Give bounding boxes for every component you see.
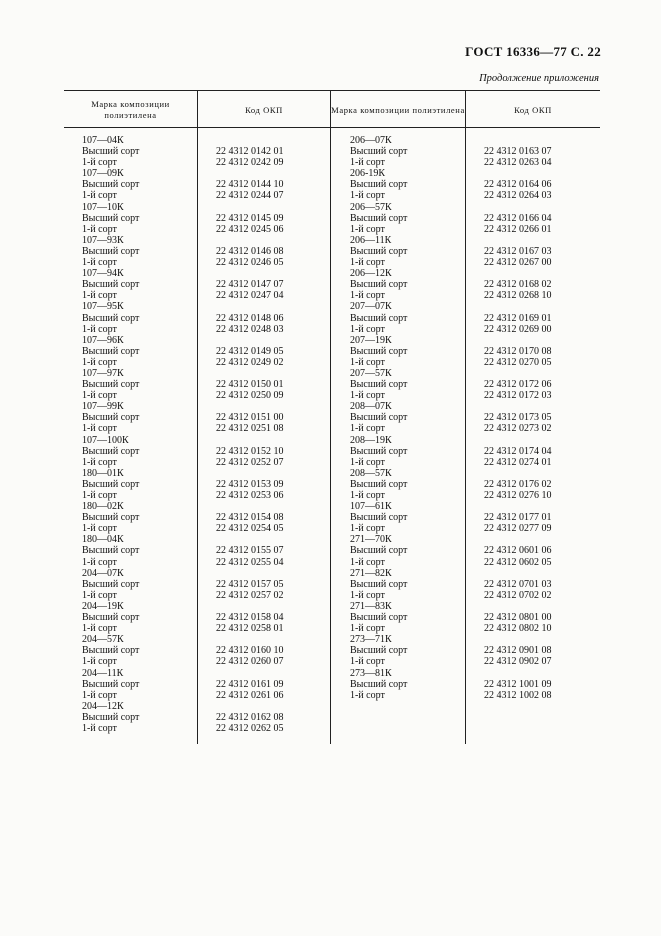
code-cell: 22 4312 0273 02 xyxy=(484,423,552,435)
code-cell: 22 4312 0276 10 xyxy=(484,490,552,501)
table-row xyxy=(350,146,595,157)
mark-cell: Высший сорт xyxy=(350,412,408,424)
table-row xyxy=(82,213,327,224)
table-row xyxy=(82,224,327,235)
table-row xyxy=(350,357,595,368)
table-row xyxy=(82,446,327,457)
mark-cell: 1-й сорт xyxy=(350,323,385,335)
code-cell: 22 4312 0266 01 xyxy=(484,223,552,235)
code-cell: 22 4312 0161 09 xyxy=(216,678,284,690)
mark-cell: 1-й сорт xyxy=(82,390,117,402)
code-cell: 22 4312 0255 04 xyxy=(216,556,284,568)
mark-cell: 107—96К xyxy=(82,334,124,346)
mark-cell: Высший сорт xyxy=(350,179,408,191)
table-row xyxy=(82,501,327,512)
mark-cell: Высший сорт xyxy=(350,578,408,590)
table-row xyxy=(350,612,595,623)
mark-cell: 1-й сорт xyxy=(350,556,385,568)
table-row xyxy=(350,634,595,645)
code-cell: 22 4312 0163 07 xyxy=(484,146,552,158)
table-row xyxy=(82,568,327,579)
header-code-right: Код ОКП xyxy=(514,104,552,115)
code-cell: 22 4312 0601 06 xyxy=(484,545,552,557)
code-cell: 22 4312 0267 00 xyxy=(484,257,552,269)
table-row xyxy=(82,690,327,701)
mark-cell: 1-й сорт xyxy=(82,689,117,701)
mark-cell: Высший сорт xyxy=(350,612,408,624)
mark-cell: Высший сорт xyxy=(82,412,140,424)
table-row xyxy=(82,357,327,368)
table-row xyxy=(82,179,327,190)
table-row xyxy=(350,468,595,479)
table-row xyxy=(350,368,595,379)
code-cell: 22 4312 0146 08 xyxy=(216,245,284,257)
table-row xyxy=(350,246,595,257)
mark-cell: 204—12К xyxy=(82,700,124,712)
mark-cell: 107—09К xyxy=(82,168,124,180)
code-cell: 22 4312 0246 05 xyxy=(216,257,284,269)
code-cell: 22 4312 0261 06 xyxy=(216,689,284,701)
table-row xyxy=(82,202,327,213)
table-row xyxy=(350,679,595,690)
mark-cell: 204—57К xyxy=(82,634,124,646)
code-cell: 22 4312 0174 04 xyxy=(484,445,552,457)
mark-cell: 107—93К xyxy=(82,234,124,246)
code-cell: 22 4312 0602 05 xyxy=(484,556,552,568)
table-row xyxy=(82,290,327,301)
header-mark-right: Марка композиции полиэтилена xyxy=(331,104,465,115)
mark-cell: 1-й сорт xyxy=(82,257,117,269)
code-cell: 22 4312 0144 10 xyxy=(216,179,284,191)
table-row xyxy=(350,157,595,168)
table-row xyxy=(82,557,327,568)
mark-cell: Высший сорт xyxy=(350,312,408,324)
mark-cell: 273—81К xyxy=(350,667,392,679)
mark-cell: 206—11К xyxy=(350,234,392,246)
code-cell: 22 4312 0160 10 xyxy=(216,645,284,657)
table-row xyxy=(350,579,595,590)
table-row xyxy=(82,190,327,201)
mark-cell: Высший сорт xyxy=(82,678,140,690)
table-row xyxy=(350,335,595,346)
code-cell: 22 4312 0173 05 xyxy=(484,412,552,424)
table-row xyxy=(82,279,327,290)
table-row xyxy=(82,590,327,601)
table-row xyxy=(350,190,595,201)
mark-cell: 180—04К xyxy=(82,534,124,546)
table-row xyxy=(82,313,327,324)
mark-cell: 1-й сорт xyxy=(82,556,117,568)
table-row xyxy=(350,235,595,246)
mark-cell: 1-й сорт xyxy=(350,390,385,402)
code-cell: 22 4312 0263 04 xyxy=(484,157,552,169)
mark-cell: 1-й сорт xyxy=(82,656,117,668)
mark-cell: 1-й сорт xyxy=(350,456,385,468)
code-cell: 22 4312 0172 06 xyxy=(484,379,552,391)
mark-cell: 204—07К xyxy=(82,567,124,579)
code-cell: 22 4312 0152 10 xyxy=(216,445,284,457)
table-row xyxy=(82,579,327,590)
code-cell: 22 4312 0153 09 xyxy=(216,478,284,490)
mark-cell: 1-й сорт xyxy=(82,623,117,635)
table-row xyxy=(82,523,327,534)
mark-cell: 271—82К xyxy=(350,567,392,579)
mark-cell: Высший сорт xyxy=(350,279,408,291)
table-row xyxy=(350,446,595,457)
table-row xyxy=(82,423,327,434)
table-row xyxy=(82,235,327,246)
mark-cell: 1-й сорт xyxy=(82,423,117,435)
code-cell: 22 4312 0167 03 xyxy=(484,245,552,257)
table-row xyxy=(350,479,595,490)
table-row xyxy=(350,213,595,224)
table-row xyxy=(350,457,595,468)
mark-cell: Высший сорт xyxy=(350,146,408,158)
mark-cell: 1-й сорт xyxy=(350,523,385,535)
mark-cell: Высший сорт xyxy=(350,478,408,490)
table-row xyxy=(350,545,595,556)
code-cell: 22 4312 0164 06 xyxy=(484,179,552,191)
mark-cell: 107—94К xyxy=(82,268,124,280)
code-cell: 22 4312 0801 00 xyxy=(484,612,552,624)
table-row xyxy=(82,645,327,656)
table-row xyxy=(350,690,595,701)
mark-cell: Высший сорт xyxy=(350,345,408,357)
code-cell: 22 4312 0262 05 xyxy=(216,722,284,734)
table-row xyxy=(350,501,595,512)
table-row xyxy=(82,479,327,490)
table-row xyxy=(350,423,595,434)
table-right-half xyxy=(350,135,595,701)
mark-cell: Высший сорт xyxy=(350,678,408,690)
code-cell: 22 4312 0151 00 xyxy=(216,412,284,424)
code-cell: 22 4312 0166 04 xyxy=(484,212,552,224)
table-row xyxy=(350,379,595,390)
mark-cell: 204—19К xyxy=(82,600,124,612)
code-cell: 22 4312 0244 07 xyxy=(216,190,284,202)
table-row xyxy=(82,301,327,312)
table-row xyxy=(350,523,595,534)
table-row xyxy=(82,246,327,257)
mark-cell: Высший сорт xyxy=(350,379,408,391)
page-header-title: ГОСТ 16336—77 С. 22 xyxy=(465,44,601,59)
code-cell: 22 4312 0177 01 xyxy=(484,512,552,524)
code-cell: 22 4312 0258 01 xyxy=(216,623,284,635)
table-row xyxy=(350,557,595,568)
code-cell: 22 4312 0142 01 xyxy=(216,146,284,158)
code-cell: 22 4312 0158 04 xyxy=(216,612,284,624)
table-row xyxy=(82,656,327,667)
code-cell: 22 4312 0169 01 xyxy=(484,312,552,324)
table-row xyxy=(82,668,327,679)
code-cell: 22 4312 0257 02 xyxy=(216,589,284,601)
table-row xyxy=(350,390,595,401)
table-row xyxy=(82,135,327,146)
code-cell: 22 4312 0149 05 xyxy=(216,345,284,357)
table-row xyxy=(350,135,595,146)
code-cell: 22 4312 0145 09 xyxy=(216,212,284,224)
mark-cell: Высший сорт xyxy=(350,445,408,457)
code-cell: 22 4312 0250 09 xyxy=(216,390,284,402)
mark-cell: Высший сорт xyxy=(350,545,408,557)
code-cell: 22 4312 0172 03 xyxy=(484,390,552,402)
header-mark-left: Марка композиции полиэтилена xyxy=(91,99,170,120)
table-row xyxy=(82,512,327,523)
code-cell: 22 4312 0253 06 xyxy=(216,490,284,501)
mark-cell: Высший сорт xyxy=(82,645,140,657)
table-row xyxy=(350,179,595,190)
mark-cell: 107—04К xyxy=(82,135,124,146)
table-row xyxy=(82,468,327,479)
table-row xyxy=(82,712,327,723)
mark-cell: Высший сорт xyxy=(82,612,140,624)
mark-cell: 1-й сорт xyxy=(82,490,117,501)
code-cell: 22 4312 0248 03 xyxy=(216,323,284,335)
table-row xyxy=(350,324,595,335)
table-row xyxy=(82,401,327,412)
mark-cell: 1-й сорт xyxy=(82,290,117,302)
mark-cell: 1-й сорт xyxy=(82,223,117,235)
mark-cell: Высший сорт xyxy=(82,445,140,457)
code-cell: 22 4312 0902 07 xyxy=(484,656,552,668)
mark-cell: Высший сорт xyxy=(82,545,140,557)
table-row xyxy=(350,623,595,634)
mark-cell: 207—57К xyxy=(350,367,392,379)
mark-cell: 1-й сорт xyxy=(350,290,385,302)
table-row xyxy=(82,157,327,168)
mark-cell: 1-й сорт xyxy=(350,423,385,435)
code-cell: 22 4312 0254 05 xyxy=(216,523,284,535)
code-cell: 22 4312 0702 02 xyxy=(484,589,552,601)
table-row xyxy=(82,168,327,179)
table-row xyxy=(350,313,595,324)
mark-cell: Высший сорт xyxy=(350,645,408,657)
table-row xyxy=(350,435,595,446)
mark-cell: 107—95К xyxy=(82,301,124,313)
table-row xyxy=(350,224,595,235)
table-row xyxy=(82,601,327,612)
table-row xyxy=(350,401,595,412)
table-row xyxy=(82,490,327,501)
code-cell: 22 4312 0802 10 xyxy=(484,623,552,635)
mark-cell: 180—01К xyxy=(82,467,124,479)
code-cell: 22 4312 0247 04 xyxy=(216,290,284,302)
mark-cell: 208—19К xyxy=(350,434,392,446)
mark-cell: Высший сорт xyxy=(82,312,140,324)
mark-cell: 1-й сорт xyxy=(82,722,117,734)
table-left-half xyxy=(82,135,327,734)
code-cell: 22 4312 0264 03 xyxy=(484,190,552,202)
table-row xyxy=(350,168,595,179)
mark-cell: 1-й сорт xyxy=(350,223,385,235)
table-row xyxy=(350,257,595,268)
mark-cell: 204—11К xyxy=(82,667,124,679)
page-header-subtitle: Продолжение приложения xyxy=(479,73,599,84)
mark-cell: Высший сорт xyxy=(350,245,408,257)
table-row xyxy=(350,412,595,423)
mark-cell: 1-й сорт xyxy=(350,689,385,701)
table-row xyxy=(82,257,327,268)
mark-cell: 1-й сорт xyxy=(350,190,385,202)
table-row xyxy=(350,279,595,290)
code-cell: 22 4312 0701 03 xyxy=(484,578,552,590)
table-row xyxy=(350,668,595,679)
mark-cell: 1-й сорт xyxy=(350,257,385,269)
code-cell: 22 4312 0249 02 xyxy=(216,356,284,368)
mark-cell: 206—12К xyxy=(350,268,392,280)
mark-cell: 1-й сорт xyxy=(350,656,385,668)
code-cell: 22 4312 0901 08 xyxy=(484,645,552,657)
mark-cell: 273—71К xyxy=(350,634,392,646)
table-row xyxy=(82,324,327,335)
mark-cell: 1-й сорт xyxy=(82,190,117,202)
table-row xyxy=(82,268,327,279)
table-row xyxy=(350,512,595,523)
mark-cell: 1-й сорт xyxy=(82,323,117,335)
code-cell: 22 4312 1001 09 xyxy=(484,678,552,690)
table-row xyxy=(350,601,595,612)
mark-cell: 1-й сорт xyxy=(82,523,117,535)
mark-cell: Высший сорт xyxy=(82,179,140,191)
mark-cell: 1-й сорт xyxy=(350,157,385,169)
code-cell: 22 4312 0251 08 xyxy=(216,423,284,435)
mark-cell: Высший сорт xyxy=(82,578,140,590)
code-cell: 22 4312 0277 09 xyxy=(484,523,552,535)
mark-cell: 1-й сорт xyxy=(82,157,117,169)
mark-cell: Высший сорт xyxy=(82,279,140,291)
code-cell: 22 4312 0148 06 xyxy=(216,312,284,324)
mark-cell: Высший сорт xyxy=(82,711,140,723)
table-row xyxy=(350,202,595,213)
mark-cell: Высший сорт xyxy=(350,212,408,224)
mark-cell: 208—57К xyxy=(350,467,392,479)
table-row xyxy=(350,568,595,579)
code-cell: 22 4312 1002 08 xyxy=(484,689,552,701)
code-cell: 22 4312 0155 07 xyxy=(216,545,284,557)
code-cell: 22 4312 0150 01 xyxy=(216,379,284,391)
mark-cell: Высший сорт xyxy=(82,146,140,158)
mark-cell: 1-й сорт xyxy=(350,356,385,368)
table-row xyxy=(350,590,595,601)
table-row xyxy=(350,534,595,545)
mark-cell: 107—97К xyxy=(82,367,124,379)
mark-cell: 271—83К xyxy=(350,600,392,612)
mark-cell: 207—19К xyxy=(350,334,392,346)
table-row xyxy=(82,679,327,690)
mark-cell: Высший сорт xyxy=(350,512,408,524)
mark-cell: Высший сорт xyxy=(82,512,140,524)
table-row xyxy=(82,435,327,446)
code-cell: 22 4312 0274 01 xyxy=(484,456,552,468)
mark-cell: 1-й сорт xyxy=(82,456,117,468)
mark-cell: 1-й сорт xyxy=(82,589,117,601)
code-cell: 22 4312 0147 07 xyxy=(216,279,284,291)
code-cell: 22 4312 0269 00 xyxy=(484,323,552,335)
table-row xyxy=(82,412,327,423)
table-row xyxy=(82,701,327,712)
code-cell: 22 4312 0168 02 xyxy=(484,279,552,291)
mark-cell: Высший сорт xyxy=(82,379,140,391)
mark-cell: 107—10К xyxy=(82,201,124,213)
mark-cell: 207—07К xyxy=(350,301,392,313)
mark-cell: 206—57К xyxy=(350,201,392,213)
mark-cell: 206-19К xyxy=(350,168,385,180)
table-row xyxy=(350,290,595,301)
mark-cell: 1-й сорт xyxy=(350,589,385,601)
mark-cell: Высший сорт xyxy=(82,478,140,490)
table-row xyxy=(82,379,327,390)
table-row xyxy=(82,335,327,346)
code-cell: 22 4312 0170 08 xyxy=(484,345,552,357)
code-cell: 22 4312 0162 08 xyxy=(216,711,284,723)
code-cell: 22 4312 0242 09 xyxy=(216,157,284,169)
table-row xyxy=(82,612,327,623)
table-row xyxy=(82,346,327,357)
mark-cell: 1-й сорт xyxy=(350,623,385,635)
table-row xyxy=(82,545,327,556)
code-cell: 22 4312 0245 06 xyxy=(216,223,284,235)
code-cell: 22 4312 0157 05 xyxy=(216,578,284,590)
code-cell: 22 4312 0176 02 xyxy=(484,478,552,490)
code-cell: 22 4312 0268 10 xyxy=(484,290,552,302)
column-divider-2 xyxy=(330,90,331,744)
mark-cell: 107—100К xyxy=(82,434,129,446)
mark-cell: 1-й сорт xyxy=(82,356,117,368)
mark-cell: Высший сорт xyxy=(82,212,140,224)
table-row xyxy=(82,634,327,645)
mark-cell: 206—07К xyxy=(350,135,392,146)
mark-cell: 107—61К xyxy=(350,501,392,513)
mark-cell: 107—99К xyxy=(82,401,124,413)
table-row xyxy=(82,390,327,401)
table-row xyxy=(82,623,327,634)
mark-cell: 208—07К xyxy=(350,401,392,413)
header-code-left: Код ОКП xyxy=(245,104,283,115)
table-row xyxy=(82,368,327,379)
table-row xyxy=(350,656,595,667)
code-cell: 22 4312 0252 07 xyxy=(216,456,284,468)
code-cell: 22 4312 0270 05 xyxy=(484,356,552,368)
mark-cell: 1-й сорт xyxy=(350,490,385,501)
table-row xyxy=(350,346,595,357)
table-row xyxy=(350,490,595,501)
table-header-rule xyxy=(64,127,600,128)
table-row xyxy=(82,534,327,545)
table-row xyxy=(350,301,595,312)
code-cell: 22 4312 0260 07 xyxy=(216,656,284,668)
table-row xyxy=(82,457,327,468)
mark-cell: 180—02К xyxy=(82,501,124,513)
mark-cell: Высший сорт xyxy=(82,245,140,257)
code-cell: 22 4312 0154 08 xyxy=(216,512,284,524)
table-row xyxy=(350,645,595,656)
table-row xyxy=(350,268,595,279)
table-top-rule xyxy=(64,90,600,91)
mark-cell: 271—70К xyxy=(350,534,392,546)
table-row xyxy=(82,723,327,734)
table-row xyxy=(82,146,327,157)
mark-cell: Высший сорт xyxy=(82,345,140,357)
